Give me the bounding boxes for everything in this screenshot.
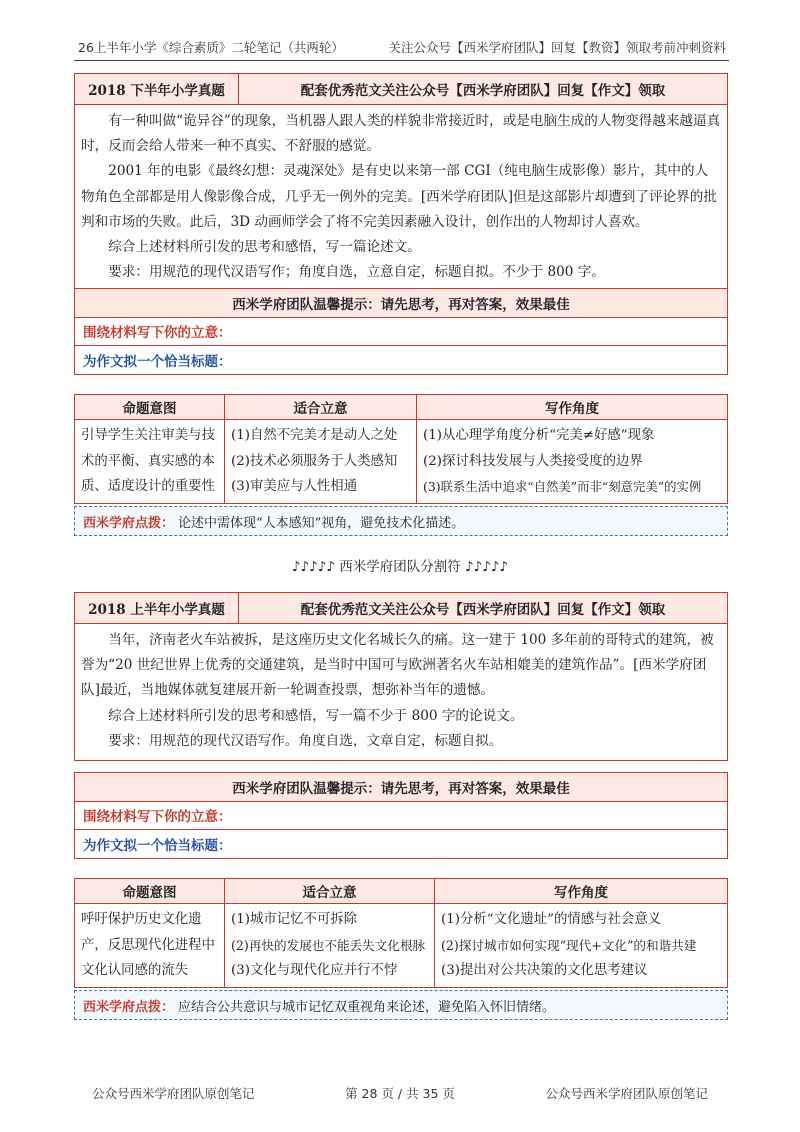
- column-header-angle: 写作角度: [417, 395, 728, 420]
- question-paragraph: 要求：用规范的现代汉语写作；角度自选，立意自定，标题自拟。不少于 800 字。: [108, 264, 605, 281]
- question-box-2: [74, 592, 728, 761]
- footer-right: 公众号西米学府团队原创笔记: [545, 1086, 708, 1101]
- question-header: [75, 74, 727, 105]
- question-body: [75, 624, 727, 760]
- header-right: 关注公众号【西米学府团队】回复【教资】领取考前冲刺资料: [388, 40, 726, 55]
- intent-line: 引导学生关注审美与技: [81, 428, 215, 443]
- question-paragraph: 当年，济南老火车站被拆，是这座历史文化名城长久的痛。这一建于 100 多年前的哥特式的建筑，被誉为“20 世纪世界上优秀的交通建筑，是当时中国可与欧洲著名火车站相媲美的建筑作品”。[西米学府团队]最近，当地媒体就复建展开新一轮调查投票，想弥补当年的遗憾。: [81, 632, 714, 699]
- theme-item: (2)再快的发展也不能丢失文化根脉: [231, 937, 426, 953]
- intent-line: 质、适度设计的重要性: [81, 479, 215, 494]
- angle-item: (3)提出对公共决策的文化思考建议: [441, 963, 648, 978]
- idea-prompt[interactable]: 围绕材料写下你的立意：: [75, 317, 727, 346]
- note-label: 西米学府点拨：: [83, 515, 175, 531]
- title-prompt[interactable]: 为作文拟一个恰当标题：: [75, 829, 727, 858]
- theme-item: (2)技术必须服务于人类感知: [231, 453, 398, 469]
- idea-prompt[interactable]: 围绕材料写下你的立意：: [75, 801, 727, 830]
- column-header-theme: 适合立意: [225, 879, 435, 904]
- page-number: 第 28 页 / 共 35 页: [345, 1086, 455, 1101]
- theme-item: (3)审美应与人性相通: [231, 479, 358, 494]
- question-paragraph: 要求：用规范的现代汉语写作。角度自选，文章自定，标题自拟。: [108, 732, 503, 749]
- column-header-theme: 适合立意: [225, 395, 417, 420]
- theme-item: (3)文化与现代化应并行不悖: [231, 963, 398, 978]
- tip-note-1: [74, 506, 728, 536]
- intent-cell: [75, 420, 225, 504]
- angle-item: (2)探讨科技发展与人类接受度的边界: [423, 453, 643, 469]
- angle-cell: [417, 420, 728, 504]
- theme-cell: [225, 904, 435, 988]
- question-paragraph: 有一种叫做“诡异谷”的现象，当机器人跟人类的样貌非常接近时，或是电脑生成的人物变得越来越逼真时，反而会给人带来一种不真实、不舒服的感觉。: [81, 113, 721, 155]
- question-box-1: [74, 73, 728, 292]
- angle-item: (1)分析“文化遗址”的情感与社会意义: [441, 912, 662, 927]
- tip-box-1: [74, 288, 728, 375]
- column-header-intent: 命题意图: [75, 879, 225, 904]
- question-promo: 配套优秀范文关注公众号【西米学府团队】回复【作文】领取: [300, 602, 666, 618]
- question-paragraph: 2001 年的电影《最终幻想：灵魂深处》是有史以来第一部 CGI（纯电脑生成影像）影片，其中的人物角色全部都是用人像影像合成，几乎无一例外的完美。[西米学府团队]但是这部影片却遭到了评论界的批判和市场的失败。此后，3D 动画师学会了将不完美因素融入设计，创作出的人物却讨人喜欢。: [81, 163, 717, 230]
- footer-left: 公众号西米学府团队原创笔记: [92, 1086, 255, 1101]
- angle-cell: [435, 904, 728, 988]
- intent-line: 术的平衡、真实感的本: [81, 453, 215, 469]
- tip-title: 西米学府团队温馨提示：请先思考，再对答案，效果最佳: [75, 289, 727, 317]
- tip-title: 西米学府团队温馨提示：请先思考，再对答案，效果最佳: [75, 773, 727, 801]
- angle-item: (2)探讨城市如何实现“现代+文化”的和谐共建: [441, 937, 697, 953]
- intent-line: 产，反思现代化进程中: [81, 937, 215, 953]
- header-left: 26上半年小学《综合素质》二轮笔记（共两轮）: [78, 40, 344, 55]
- angle-item: (1)从心理学角度分析“完美≠好感”现象: [423, 428, 655, 443]
- question-header: [75, 593, 727, 624]
- angle-item: (3)联系生活中追求“自然美”而非“刻意完美”的实例: [423, 479, 702, 494]
- question-body: [75, 105, 727, 291]
- column-header-angle: 写作角度: [435, 879, 728, 904]
- question-promo: 配套优秀范文关注公众号【西米学府团队】回复【作文】领取: [300, 83, 666, 99]
- note-text: 论述中需体现“人本感知”视角，避免技术化描述。: [178, 515, 465, 531]
- note-label: 西米学府点拨：: [83, 999, 175, 1015]
- analysis-table-1: [74, 394, 728, 504]
- note-text: 应结合公共意识与城市记忆双重视角来论述，避免陷入怀旧情绪。: [178, 999, 556, 1015]
- question-paragraph: 综合上述材料所引发的思考和感悟，写一篇论述文。: [108, 239, 421, 256]
- question-paragraph: 综合上述材料所引发的思考和感悟，写一篇不少于 800 字的论说文。: [108, 707, 524, 724]
- intent-cell: [75, 904, 225, 988]
- analysis-table-2: [74, 878, 728, 988]
- question-year: 2018 下半年小学真题: [75, 74, 239, 104]
- section-separator: ♪♪♪♪♪ 西米学府团队分割符 ♪♪♪♪♪: [291, 559, 509, 575]
- column-header-intent: 命题意图: [75, 395, 225, 420]
- tip-box-2: [74, 772, 728, 859]
- theme-item: (1)城市记忆不可拆除: [231, 912, 358, 927]
- intent-line: 呼吁保护历史文化遗: [81, 912, 202, 927]
- theme-cell: [225, 420, 417, 504]
- theme-item: (1)自然不完美才是动人之处: [231, 428, 398, 443]
- header-divider: [74, 60, 729, 61]
- tip-note-2: [74, 990, 728, 1020]
- question-year: 2018 上半年小学真题: [75, 593, 239, 623]
- title-prompt[interactable]: 为作文拟一个恰当标题：: [75, 345, 727, 374]
- intent-line: 文化认同感的流失: [81, 963, 189, 978]
